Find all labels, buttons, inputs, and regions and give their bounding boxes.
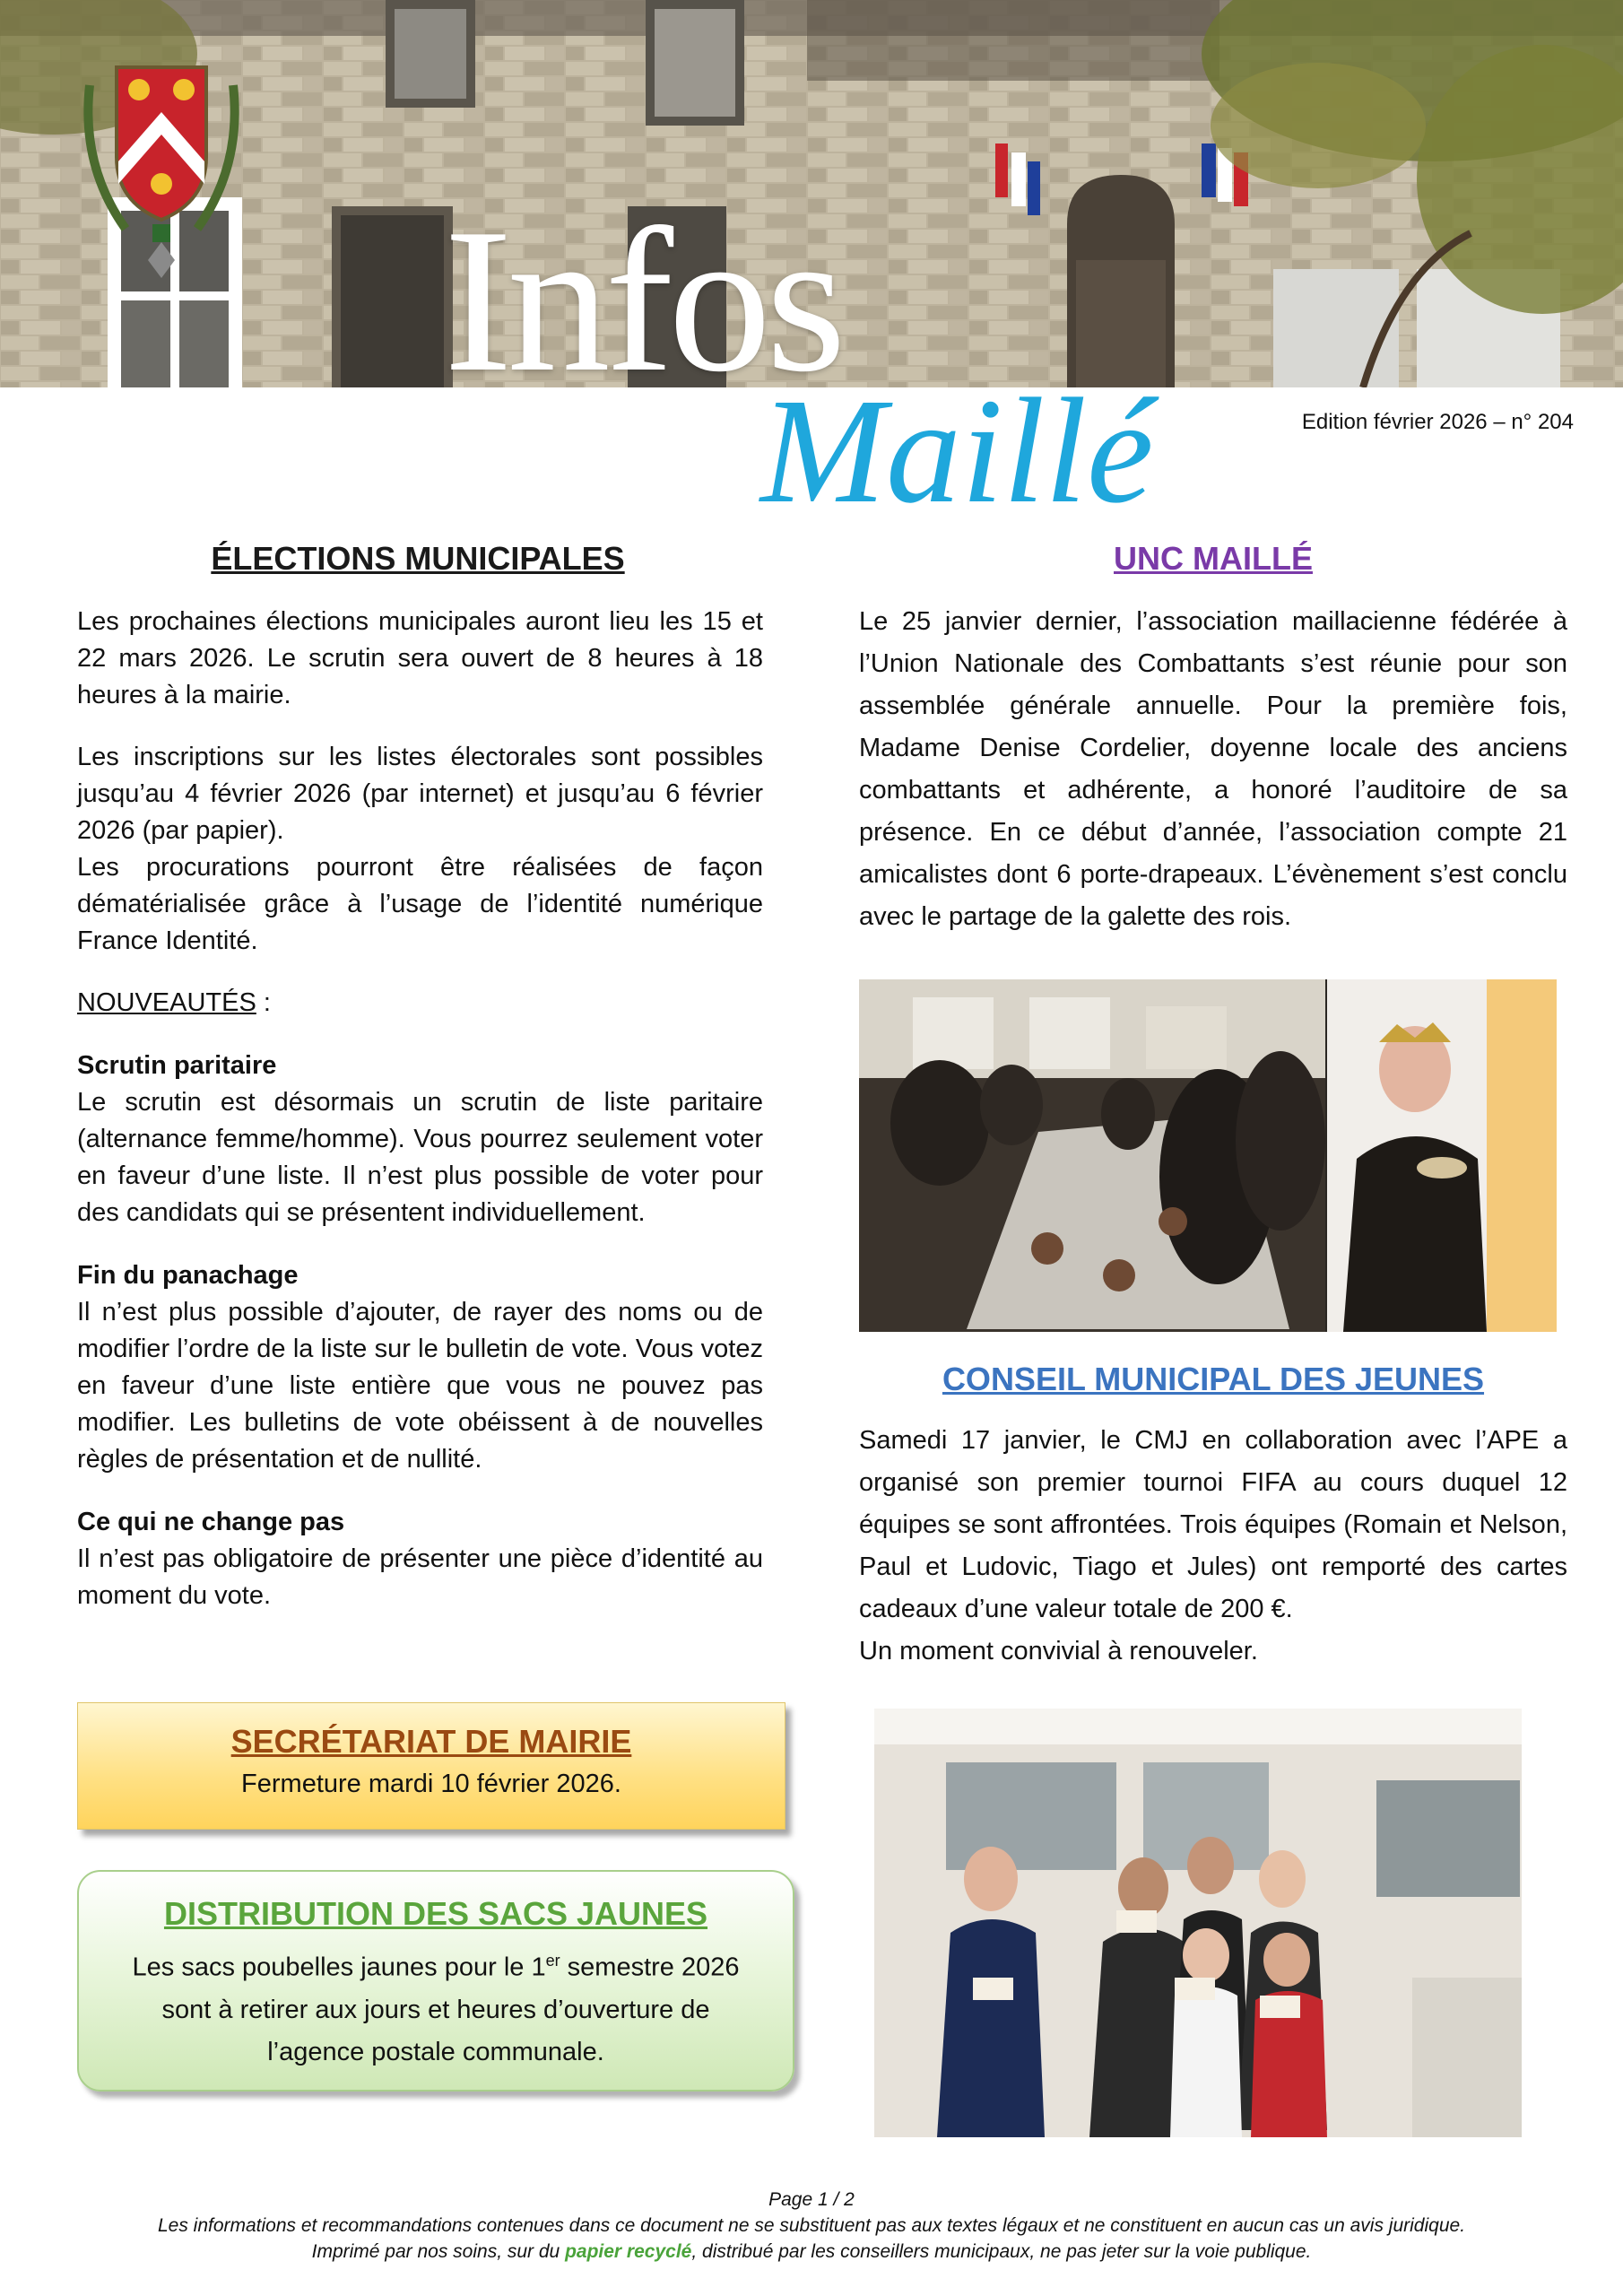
scrutin-paritaire-text: Le scrutin est désormais un scrutin de liste paritaire (alternance femme/homme). Vous pourrez seulement voter en faveur d’une liste. Il n’est plus possible de voter pour des candidats qui se présentent individuellement. <box>77 1088 763 1227</box>
sacs-line1-superscript: er <box>545 1952 560 1970</box>
masthead-title-infos: Infos <box>444 186 841 414</box>
cmj-text-closing: Un moment convivial à renouveler. <box>859 1637 1258 1665</box>
page-footer <box>0 2187 1623 2265</box>
elections-section <box>77 538 763 1614</box>
sacs-jaunes-line-1 <box>79 1940 793 1989</box>
print-notice <box>0 2239 1623 2265</box>
unc-assembly-photo <box>859 979 1557 1332</box>
sacs-jaunes-line-3: l’agence postale communale. <box>267 2037 604 2066</box>
page-number: Page 1 / 2 <box>768 2189 855 2210</box>
sacs-jaunes-box <box>77 1870 794 2092</box>
legal-disclaimer: Les informations et recommandations contenues dans ce document ne se substituent pas aux textes légaux et ne constituent en aucun cas un avis juridique. <box>157 2215 1466 2236</box>
elections-paragraph-procurations: Les procurations pourront être réalisées de façon dématérialisée grâce à l’usage de l’identité numérique France Identité. <box>77 853 763 955</box>
print-notice-part-a: Imprimé par nos soins, sur du <box>311 2241 566 2262</box>
nouveautes-label: NOUVEAUTÉS <box>77 988 256 1017</box>
ce-qui-ne-change-pas-heading: Ce qui ne change pas <box>77 1508 345 1536</box>
secretariat-title: SECRÉTARIAT DE MAIRIE <box>230 1723 632 1760</box>
elections-paragraph-dates: Les prochaines élections municipales auront lieu les 15 et 22 mars 2026. Le scrutin sera ouvert de 8 heures à 18 heures à la mairie. <box>77 607 763 709</box>
nouveautes-colon: : <box>256 988 271 1017</box>
unc-title: UNC MAILLÉ <box>1114 540 1313 577</box>
masthead-title-maille: Maillé <box>760 368 1154 535</box>
sacs-line1-part-a: Les sacs poubelles jaunes pour le 1 <box>132 1952 546 1982</box>
elections-paragraph-inscriptions: Les inscriptions sur les listes électorales sont possibles jusqu’au 4 février 2026 (par internet) et jusqu’au 6 février 2026 (par papier). <box>77 743 763 845</box>
cmj-title: CONSEIL MUNICIPAL DES JEUNES <box>942 1361 1485 1397</box>
elections-title: ÉLECTIONS MUNICIPALES <box>211 540 625 577</box>
sacs-jaunes-text <box>79 1940 793 2074</box>
recycled-paper-label: papier recyclé <box>565 2241 692 2262</box>
print-notice-part-b: , distribué par les conseillers municipaux, ne pas jeter sur la voie publique. <box>691 2241 1312 2262</box>
cmj-fifa-tournament-photo <box>874 1709 1522 2137</box>
coat-of-arms-logo <box>72 49 251 283</box>
secretariat-text: Fermeture mardi 10 février 2026. <box>241 1770 621 1798</box>
secretariat-box <box>77 1702 785 1830</box>
fin-panachage-heading: Fin du panachage <box>77 1261 299 1290</box>
cmj-section <box>859 1359 1567 1673</box>
sacs-line1-part-b: semestre 2026 <box>560 1952 740 1982</box>
edition-number: Edition février 2026 – n° 204 <box>1301 410 1574 434</box>
unc-text: Le 25 janvier dernier, l’association maillacienne fédérée à l’Union Nationale des Combattants s’est réunie pour son assemblée générale annuelle. Pour la première fois, Madame Denise Cordelier, doyenne locale des anciens combattants et adhérente, a honoré l’auditoire de sa présence. En ce début d’année, l’association compte 21 amicalistes dont 6 porte-drapeaux. L’évènement s’est conclu avec le partage de la galette des rois. <box>859 607 1567 931</box>
nouveautes-heading <box>77 985 763 1022</box>
scrutin-paritaire-heading: Scrutin paritaire <box>77 1051 277 1080</box>
sacs-jaunes-line-2: sont à retirer aux jours et heures d’ouverture de <box>161 1995 710 2024</box>
fin-panachage-text: Il n’est plus possible d’ajouter, de rayer des noms ou de modifier l’ordre de la liste sur le bulletin de vote. Vous votez en faveur d’une liste entière que vous ne pouvez pas modifier. Les bulletins de vote obéissent à de nouvelles règles de présentation et de nullité. <box>77 1298 763 1474</box>
sacs-jaunes-title: DISTRIBUTION DES SACS JAUNES <box>163 1895 708 1932</box>
cmj-text: Samedi 17 janvier, le CMJ en collaboration avec l’APE a organisé son premier tournoi FIFA au cours duquel 12 équipes se sont affrontées. Trois équipes (Romain et Nelson, Paul et Ludovic, Tiago et Jules) ont remporté des cartes cadeaux d’une valeur totale de 200 €. <box>859 1426 1567 1623</box>
ce-qui-ne-change-pas-text: Il n’est pas obligatoire de présenter une pièce d’identité au moment du vote. <box>77 1544 763 1610</box>
unc-section <box>859 538 1567 938</box>
